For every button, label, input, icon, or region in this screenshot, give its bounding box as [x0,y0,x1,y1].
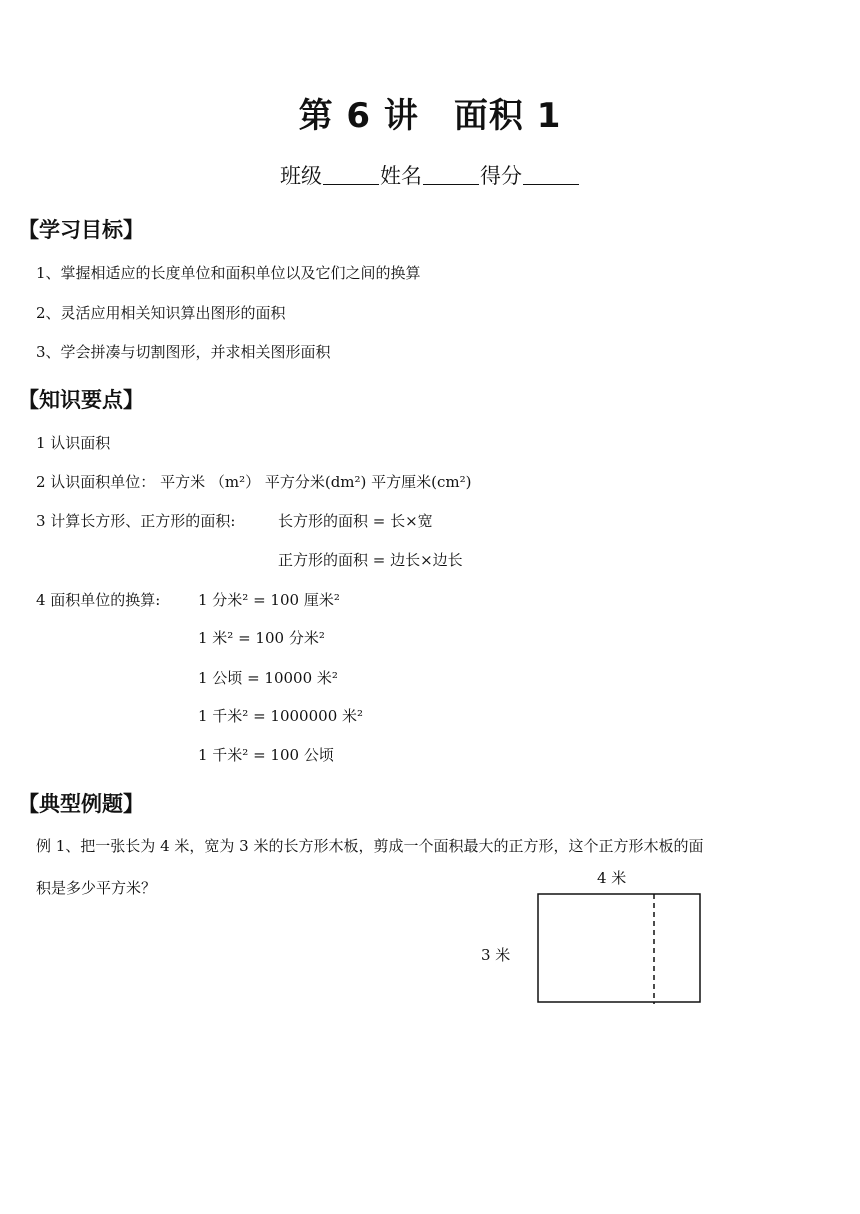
knowledge-item-2: 2 认识面积单位： 平方米 （m²） 平方分米(dm²) 平方厘米(cm²) [36,473,472,491]
width-label: 4 米 [597,869,627,887]
name-blank[interactable] [423,183,479,185]
score-label: 得分 [480,164,522,188]
knowledge-item-4-prefix: 4 面积单位的换算: [36,591,161,609]
examples-heading: 【典型例题】 [18,792,144,816]
example-1-line-2: 积是多少平方米？ [36,879,157,897]
rectangle-diagram [536,892,704,1006]
rectangle-outline [538,894,700,1002]
square-area-formula: 正方形的面积 = 边长×边长 [278,551,463,569]
conversion-4: 1 千米² = 1000000 米² [198,707,364,725]
score-blank[interactable] [523,183,579,185]
conversion-2: 1 米² = 100 分米² [198,629,325,647]
knowledge-item-1: 1 认识面积 [36,434,111,452]
goal-item-2: 2、灵活应用相关知识算出图形的面积 [36,304,286,322]
class-label: 班级 [280,164,322,188]
conversion-5: 1 千米² = 100 公顷 [198,746,334,764]
goal-item-3: 3、学会拼凑与切割图形，并求相关图形面积 [36,343,331,361]
name-label: 姓名 [380,164,422,188]
goal-item-1: 1、掌握相适应的长度单位和面积单位以及它们之间的换算 [36,264,421,282]
knowledge-item-3-prefix: 3 计算长方形、正方形的面积: [36,512,236,530]
knowledge-heading: 【知识要点】 [18,388,144,412]
example-1-line-1: 例 1、把一张长为 4 米，宽为 3 米的长方形木板，剪成一个面积最大的正方形，这个正方形木板的面 [36,837,704,855]
student-info-line [0,160,860,190]
conversion-3: 1 公顷 = 10000 米² [198,669,338,687]
conversion-1: 1 分米² = 100 厘米² [198,591,340,609]
class-blank[interactable] [323,183,379,185]
height-label: 3 米 [481,946,511,964]
page-title: 第 6 讲 面积 1 [298,96,562,136]
rectangle-area-formula: 长方形的面积 = 长×宽 [278,512,433,530]
goals-heading: 【学习目标】 [18,218,144,242]
